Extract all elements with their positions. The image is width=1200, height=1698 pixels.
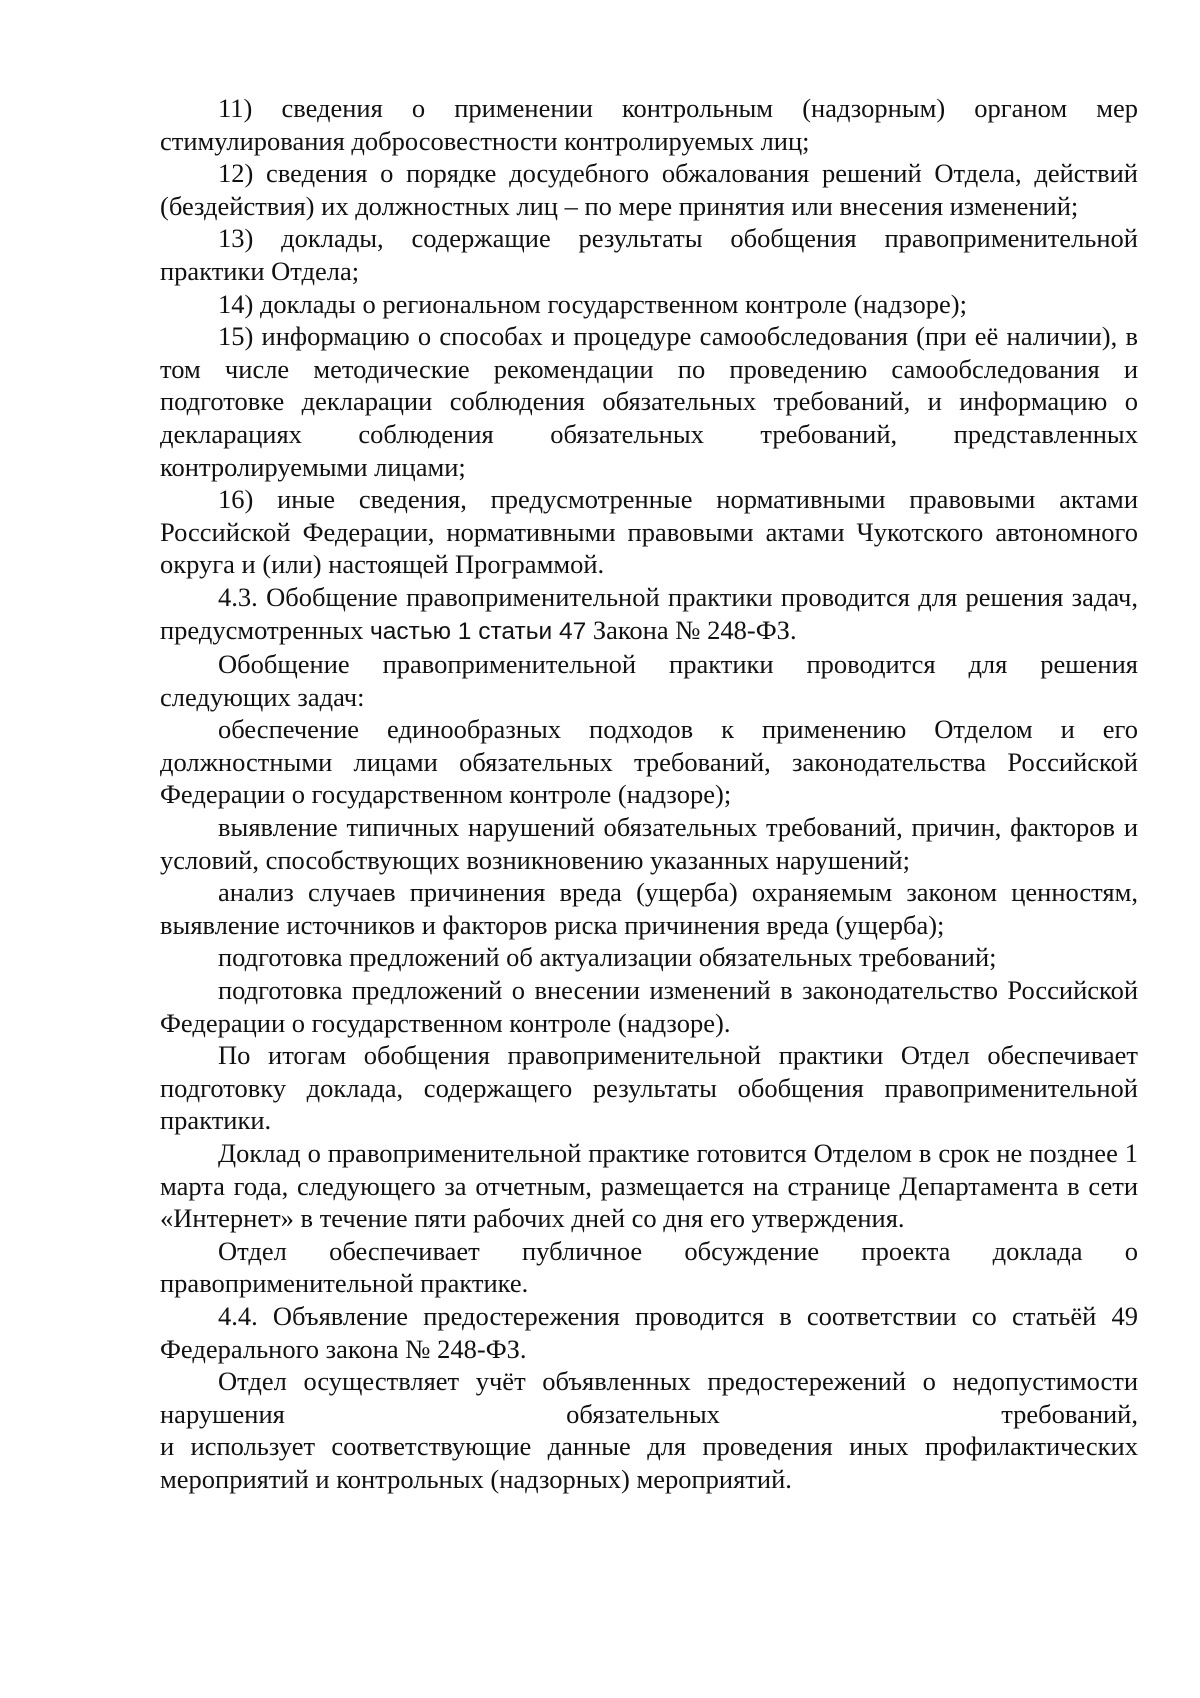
paragraph-task-legislation-changes: подготовка предложений о внесении изменений в законодательство Российской Федерации о государственном контроле (надзоре). [160, 975, 1138, 1038]
paragraph-item-12: 12) сведения о порядке досудебного обжалования решений Отдела, действий (бездействия) их должностных лиц – по мере принятия или внесения изменений; [160, 158, 1138, 221]
paragraph-warnings-accounting: Отдел осуществляет учёт объявленных предостережений о недопустимости нарушения обязательных требований, [160, 1366, 1138, 1429]
paragraph-report-preparation: По итогам обобщения правоприменительной практики Отдел обеспечивает подготовку доклада, содержащего результаты обобщения правоприменительной практики. [160, 1040, 1138, 1136]
paragraph-item-14: 14) доклады о региональном государственном контроле (надзоре); [218, 288, 967, 319]
law-article-reference: частью 1 статьи 47 [369, 617, 587, 645]
section-4-3-text-start: 4.3. Обобщение правоприменительной практики проводится для решения задач, предусмотренных [160, 581, 1138, 645]
paragraph-item-13: 13) доклады, содержащие результаты обобщения правоприменительной практики Отдела; [160, 223, 1138, 286]
paragraph-report-deadline: Доклад о правоприменительной практике готовится Отделом в срок не позднее 1 марта года, следующего за отчетным, размещается на странице Департамента в сети «Интернет» в течение пяти рабочих дней со дня его утверждения. [160, 1138, 1138, 1234]
paragraph-item-15: 15) информацию о способах и процедуре самообследования (при её наличии), в том числе методические рекомендации по проведению самообследования и подготовке декларации соблюдения обязательных требований, и информацию о декларациях соблюдения обязательных требований, представленных контролируемыми лицами; [160, 321, 1138, 482]
paragraph-task-typical-violations: выявление типичных нарушений обязательных требований, причин, факторов и условий, способствующих возникновению указанных нарушений; [160, 812, 1138, 875]
paragraph-section-4-3 [160, 581, 1138, 648]
document-body [160, 92, 1138, 1496]
paragraph-task-requirements-update: подготовка предложений об актуализации обязательных требований; [218, 942, 997, 973]
paragraph-section-4-4: 4.4. Объявление предостережения проводится в соответствии со статьёй 49 Федерального закона № 248-ФЗ. [160, 1300, 1138, 1364]
paragraph-task-harm-analysis: анализ случаев причинения вреда (ущерба) охраняемым законом ценностям, выявление источников и факторов риска причинения вреда (ущерба); [160, 877, 1138, 940]
paragraph-tasks-intro: Обобщение правоприменительной практики проводится для решения следующих задач: [160, 649, 1138, 712]
paragraph-item-11: 11) сведения о применении контрольным (надзорным) органом мер стимулирования добросовестности контролируемых лиц; [160, 93, 1138, 156]
section-4-3-text-end: Закона № 248-ФЗ. [586, 614, 797, 645]
paragraph-item-16: 16) иные сведения, предусмотренные нормативными правовыми актами Российской Федерации, нормативными правовыми актами Чукотского автономного округа и (или) настоящей Программой. [160, 484, 1138, 580]
paragraph-public-discussion: Отдел обеспечивает публичное обсуждение проекта доклада о правоприменительной практике. [160, 1235, 1138, 1299]
paragraph-task-uniform-approaches: обеспечение единообразных подходов к применению Отделом и его должностными лицами обязательных требований, законодательства Российской Федерации о государственном контроле (надзоре); [160, 714, 1138, 810]
paragraph-warnings-data-use: и использует соответствующие данные для проведения иных профилактических мероприятий и контрольных (надзорных) мероприятий. [160, 1431, 1138, 1494]
